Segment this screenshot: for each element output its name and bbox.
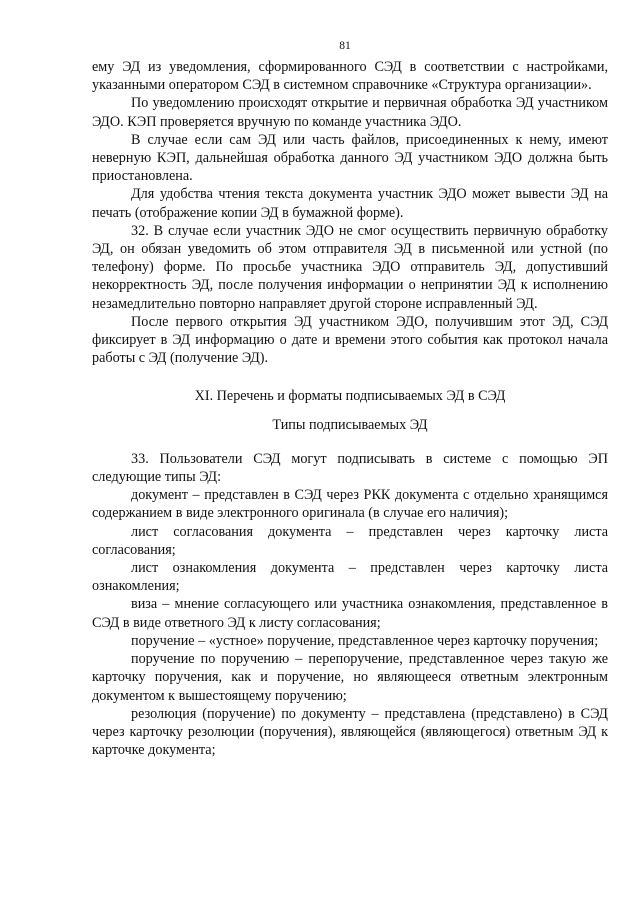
list-item-visa: виза – мнение согласующего или участника ознакомления, представленное в СЭД в виде ответного ЭД к листу согласования;	[92, 596, 608, 631]
list-item-reassignment: поручение по поручению – перепоручение, представленное через такую же карточку поручения, как и поручение, но являющееся ответным электронным документом к вышестоящему поручению;	[92, 651, 608, 704]
list-item-document: документ – представлен в СЭД через РКК документа с отдельно хранящимся содержанием в виде электронного оригинала (в случае его наличия);	[92, 487, 608, 522]
list-item-approval-sheet: лист согласования документа – представлен через карточку листа согласования;	[92, 523, 608, 558]
paragraph-print-option: Для удобства чтения текста документа участник ЭДО может вывести ЭД на печать (отображение копии ЭД в бумажной форме).	[92, 186, 608, 221]
paragraph-first-open: После первого открытия ЭД участником ЭДО, получившим этот ЭД, СЭД фиксирует в ЭД информацию о дате и времени этого события как протокол начала работы с ЭД (получение ЭД).	[92, 313, 608, 367]
list-item-familiarization-sheet: лист ознакомления документа – представлен через карточку листа ознакомления;	[92, 560, 608, 595]
list-item-resolution: резолюция (поручение) по документу – представлена (представлено) в СЭД через карточку резолюции (поручения), являющейся (являющегося) ответным ЭД к карточке документа;	[92, 705, 608, 759]
paragraph-continuation: ему ЭД из уведомления, сформированного СЭД в соответствии с настройками, указанными оператором СЭД в системном справочнике «Структура организации».	[92, 59, 608, 94]
paragraph-notification-processing: По уведомлению происходят открытие и первичная обработка ЭД участником ЭДО. КЭП проверяется вручную по команде участника ЭДО.	[92, 95, 608, 130]
paragraph-clause-32: 32. В случае если участник ЭДО не смог осуществить первичную обработку ЭД, он обязан уведомить об этом отправителя ЭД в письменной или устной (по телефону) форме. По просьбе участника ЭДО отправитель ЭД, допустивший некорректность ЭД, после получения информации о непринятии ЭД к исполнению незамедлительно повторно направляет другой стороне исправленный ЭД.	[92, 222, 608, 312]
document-body	[92, 58, 608, 759]
section-heading: XI. Перечень и форматы подписываемых ЭД в СЭД	[194, 388, 506, 405]
page-number: 81	[339, 40, 351, 52]
list-item-instruction: поручение – «устное» поручение, представленное через карточку поручения;	[131, 632, 599, 649]
sub-heading: Типы подписываемых ЭД	[272, 416, 428, 433]
paragraph-invalid-signature: В случае если сам ЭД или часть файлов, присоединенных к нему, имеют неверную КЭП, дальнейшая обработка данного ЭД участником ЭДО должна быть приостановлена.	[92, 131, 608, 185]
paragraph-clause-33: 33. Пользователи СЭД могут подписывать в системе с помощью ЭП следующие типы ЭД:	[92, 450, 608, 486]
